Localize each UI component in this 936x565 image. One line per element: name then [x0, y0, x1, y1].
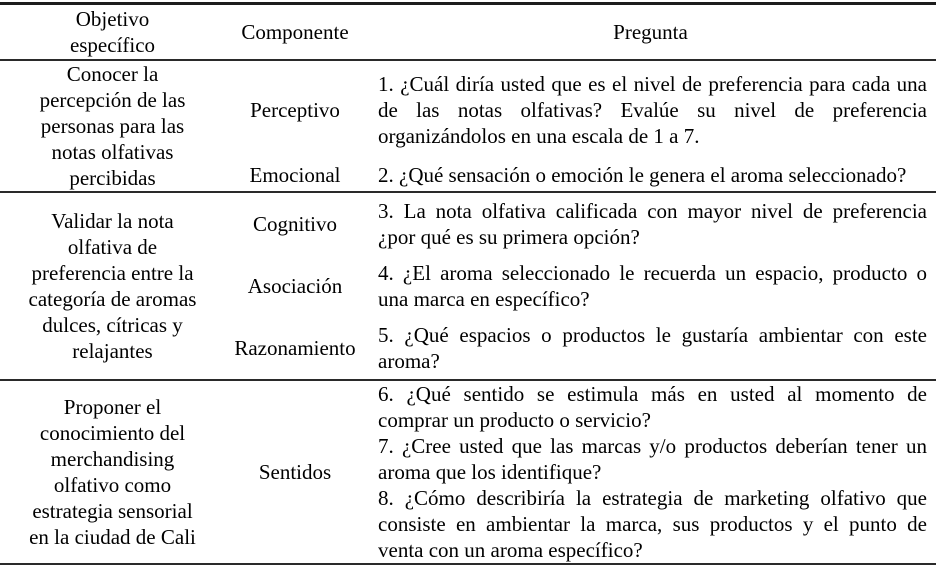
question-text: 7. ¿Cree usted que las marcas y/o productos deberían tener un aroma que los identifique? [378, 434, 927, 484]
objective-text: Proponer el conocimiento del merchandising olfativo como estrategia sensorial en la ciudad de Cali [29, 395, 196, 549]
column-header-objetivo-especifico [0, 4, 225, 61]
question-cell [365, 380, 936, 564]
question-cell [365, 158, 936, 192]
question-cell [365, 192, 936, 255]
table-body [0, 60, 936, 564]
component-cell: Asociación [247, 274, 343, 298]
component-cell: Emocional [225, 158, 365, 192]
question-cell [365, 255, 936, 317]
component-cell: Razonamiento [225, 317, 365, 380]
question-cell [365, 317, 936, 380]
objective-cell [0, 380, 225, 564]
column-header-pregunta: Pregunta [365, 4, 936, 61]
interview-guide-table [0, 2, 936, 565]
question-text: 5. ¿Qué espacios o productos le gustaría ambientar con este aroma? [378, 323, 927, 373]
question-text: 4. ¿El aroma seleccionado le recuerda un espacio, producto o una marca en específico? [378, 261, 927, 311]
table-row [0, 192, 936, 255]
component-cell: Perceptivo [250, 97, 340, 122]
table-row [0, 380, 936, 564]
component-cell: Cognitivo [252, 212, 337, 236]
table-header [0, 4, 936, 61]
column-header-objetivo-label: Objetivo específico [69, 7, 156, 57]
question-text: 2. ¿Qué sensación o emoción le genera el aroma seleccionado? [378, 162, 907, 187]
component-cell: Sentidos [225, 380, 365, 564]
question-text: 3. La nota olfativa calificada con mayor nivel de preferencia ¿por qué es su primera opción? [378, 199, 927, 249]
header-row [0, 4, 936, 61]
objective-text: Validar la nota olfativa de preferencia entre la categoría de aromas dulces, cítricas y relajantes [28, 209, 197, 363]
objective-text: Conocer la percepción de las personas para las notas olfativas percibidas [39, 62, 186, 190]
question-text: 6. ¿Qué sentido se estimula más en usted al momento de comprar un producto o servicio? [378, 382, 927, 432]
question-cell [365, 60, 936, 158]
objective-cell [0, 192, 225, 380]
table-row [0, 60, 936, 158]
column-header-componente: Componente [225, 4, 365, 61]
objective-cell [0, 60, 225, 192]
question-text: 8. ¿Cómo describiría la estrategia de marketing olfativo que consiste en ambientar la marca, sus productos y el punto de venta con un aroma específico? [378, 486, 927, 562]
question-text: 1. ¿Cuál diría usted que es el nivel de preferencia para cada una de las notas olfativas? Evalúe su nivel de preferencia organizándolos en una escala de 1 a 7. [378, 71, 927, 148]
